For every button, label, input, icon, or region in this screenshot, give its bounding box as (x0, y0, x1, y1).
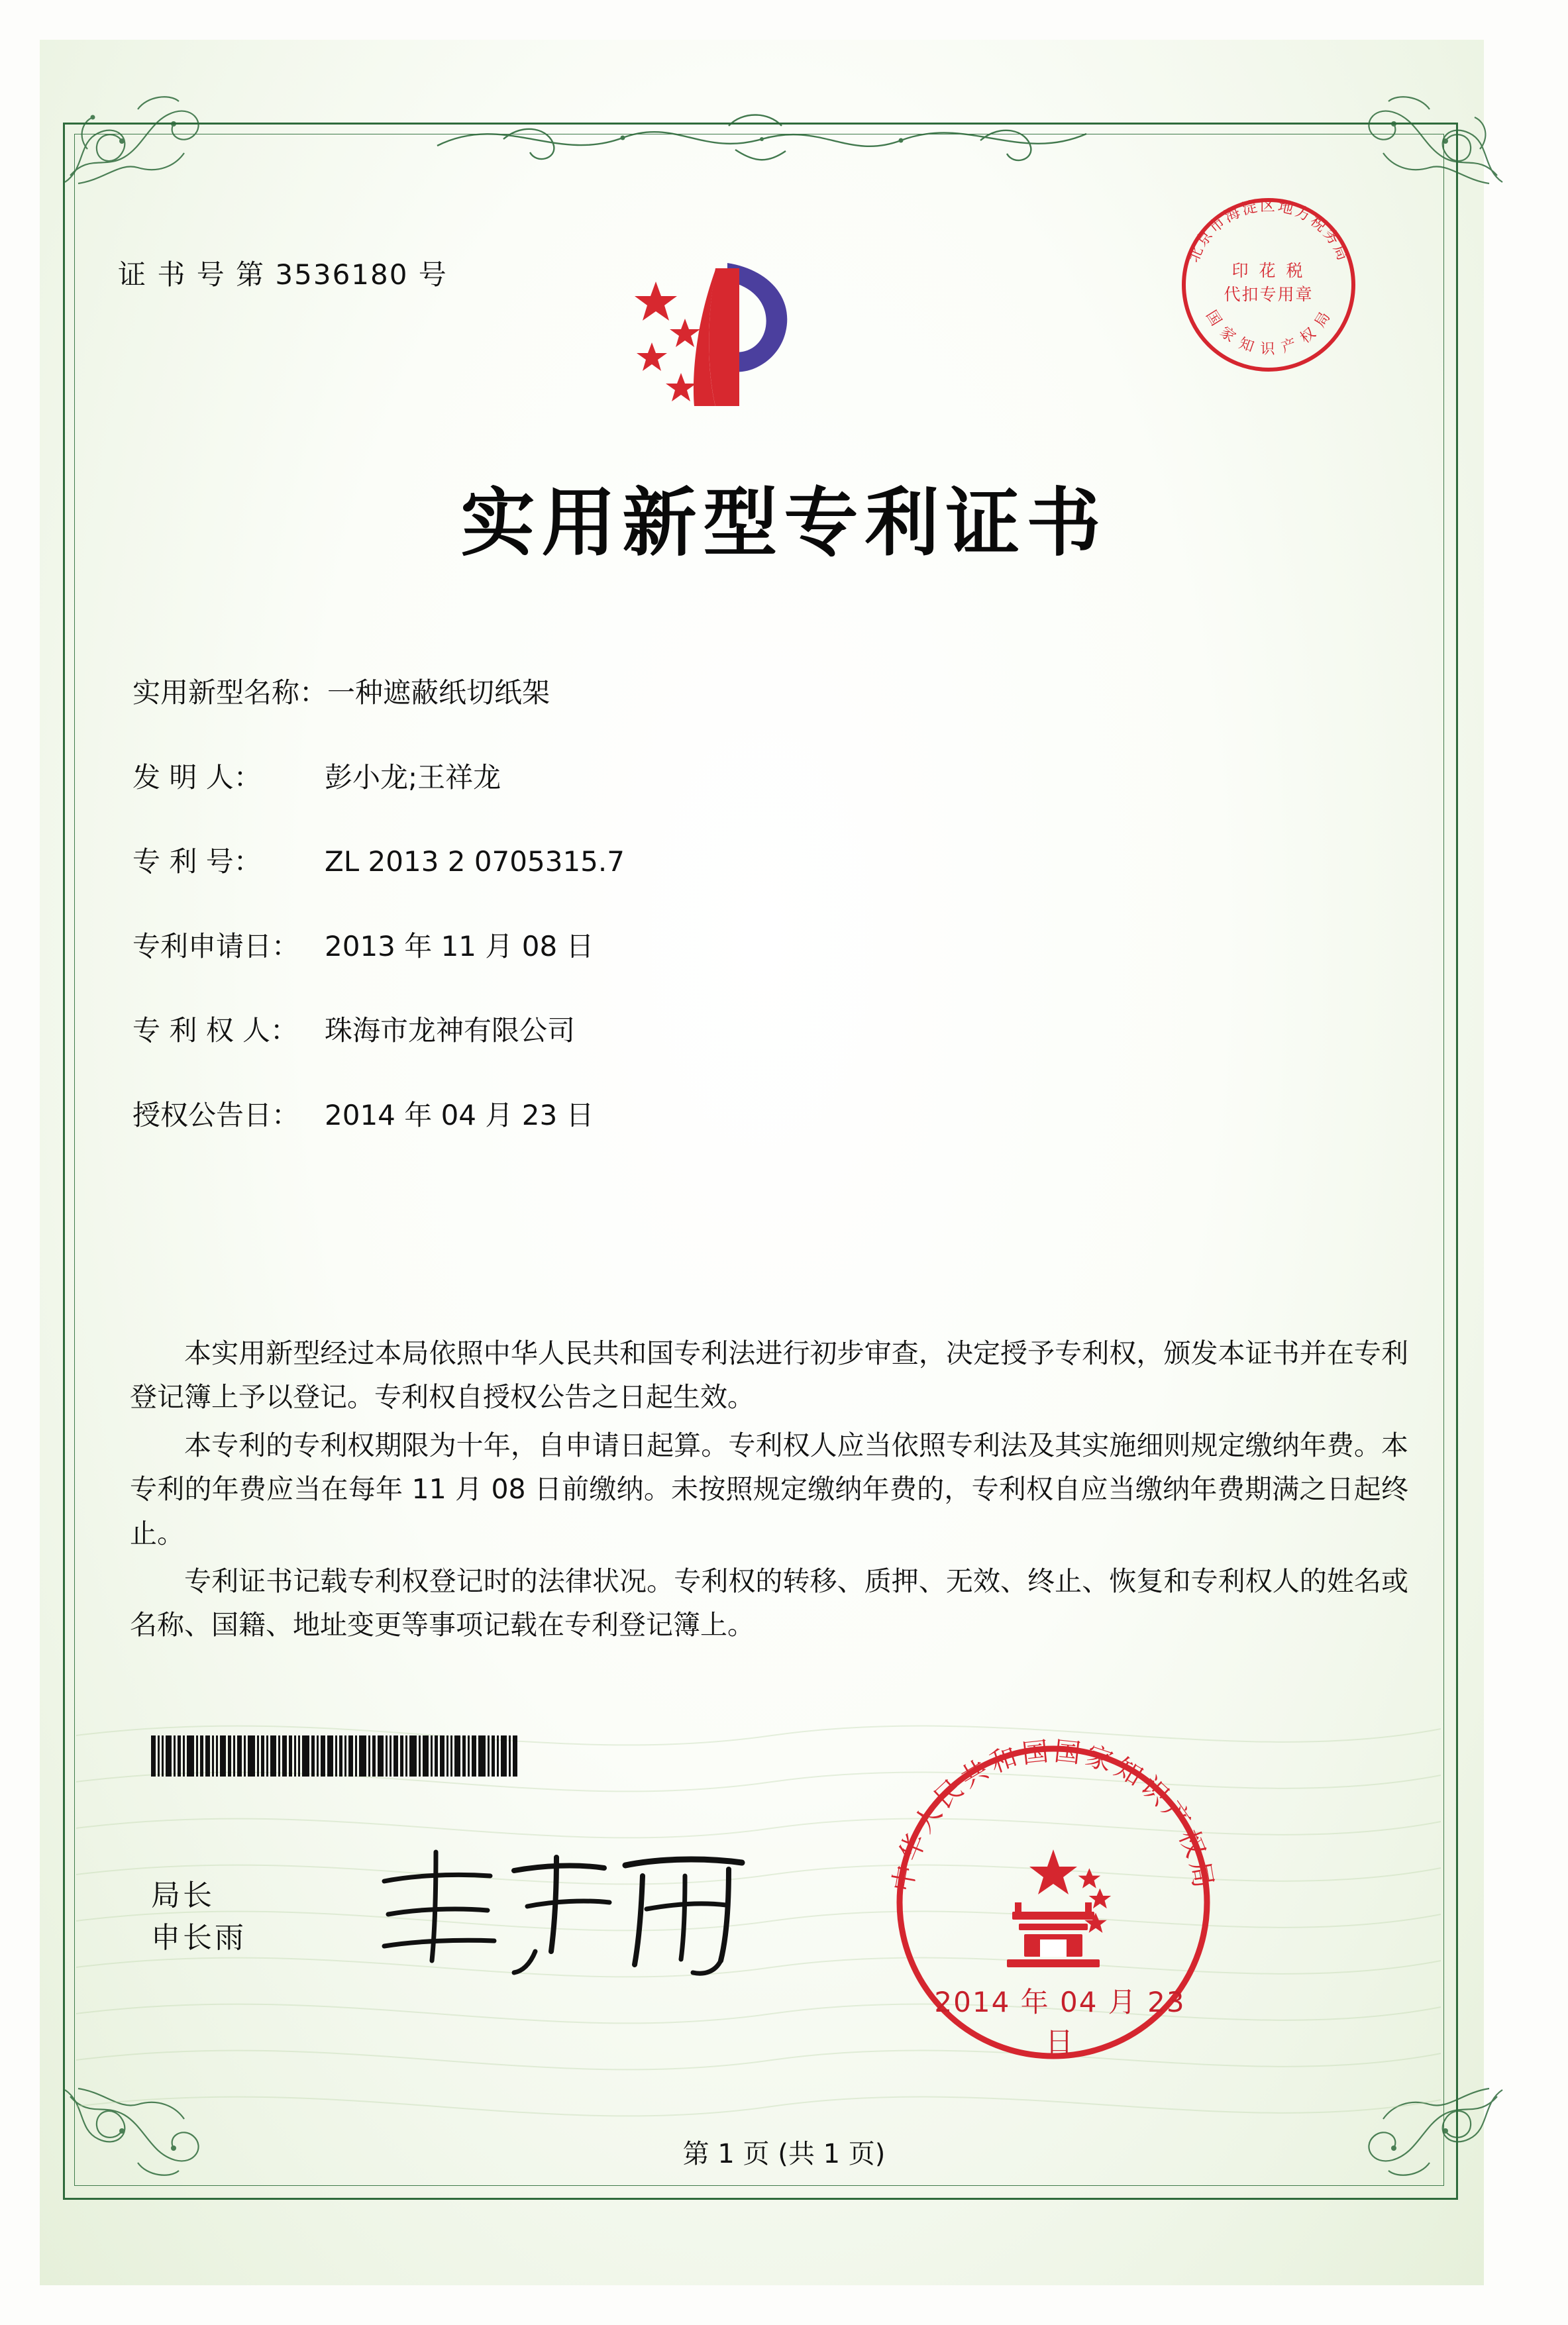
field-row-grant-announcement-date (132, 1098, 1391, 1133)
director-block (151, 1875, 246, 1959)
field-list (132, 676, 1391, 1182)
director-title-label: 局长 (151, 1879, 215, 1912)
svg-text:印 花 税: 印 花 税 (1231, 261, 1306, 280)
field-value: 2013 年 11 月 08 日 (325, 929, 594, 962)
field-value: ZL 2013 2 0705315.7 (325, 845, 625, 878)
certificate-number: 证 书 号 第 3536180 号 (118, 258, 448, 291)
field-value: 2014 年 04 月 23 日 (325, 1098, 594, 1131)
field-value: 彭小龙;王祥龙 (325, 760, 501, 794)
field-row-application-date (132, 929, 1391, 964)
director-name: 申长雨 (151, 1920, 246, 1955)
body-text (130, 1331, 1408, 1651)
field-label: 实用新型名称： (132, 676, 328, 709)
paragraph-2: 本专利的专利权期限为十年，自申请日起算。专利权人应当依照专利法及其实施细则规定缴纳年费。本专利的年费应当在每年 11 月 08 日前缴纳。未按照规定缴纳年费的，专利权自应当缴纳年费期满之日起终止。 (130, 1429, 1408, 1549)
svg-text:代扣专用章: 代扣专用章 (1224, 285, 1314, 304)
seal-date: 2014 年 04 月 23 日 (934, 1986, 1186, 2058)
tax-seal-stamp-icon (1173, 189, 1365, 381)
field-row-utility-model-name (132, 676, 1391, 711)
field-row-patentee (132, 1013, 1391, 1049)
field-label: 专利申请日： (132, 929, 300, 962)
field-label: 专 利 权 人： (132, 1014, 299, 1047)
field-label: 发 明 人： (132, 760, 262, 794)
field-row-inventor (132, 760, 1391, 796)
page-title: 实用新型专利证书 (460, 480, 1108, 566)
paragraph-3: 专利证书记载专利权登记时的法律状况。专利权的转移、质押、无效、终止、恢复和专利权人的姓名或名称、国籍、地址变更等事项记载在专利登记簿上。 (130, 1565, 1408, 1641)
page-footer: 第 1 页 (共 1 页) (682, 2139, 886, 2169)
ornament-top-icon (424, 99, 1100, 172)
field-value: 一种遮蔽纸切纸架 (327, 676, 550, 709)
sipo-logo-icon (616, 255, 828, 421)
svg-text:国 家 知 识 产 权 局: 国 家 知 识 产 权 局 (1202, 307, 1335, 358)
barcode (151, 1735, 549, 1777)
field-label: 专 利 号： (132, 845, 262, 878)
paragraph-1: 本实用新型经过本局依照中华人民共和国专利法进行初步审查，决定授予专利权，颁发本证书并在专利登记簿上予以登记。专利权自授权公告之日起生效。 (130, 1337, 1408, 1414)
field-value: 珠海市龙神有限公司 (325, 1014, 576, 1047)
field-row-patent-number (132, 845, 1391, 880)
field-label: 授权公告日： (132, 1098, 300, 1131)
svg-text:北京市海淀区地方税务局: 北京市海淀区地方税务局 (1184, 197, 1353, 265)
svg-text:中华人民共和国国家知识产权局: 中华人民共和国国家知识产权局 (887, 1735, 1220, 1894)
director-signature (358, 1835, 795, 1981)
